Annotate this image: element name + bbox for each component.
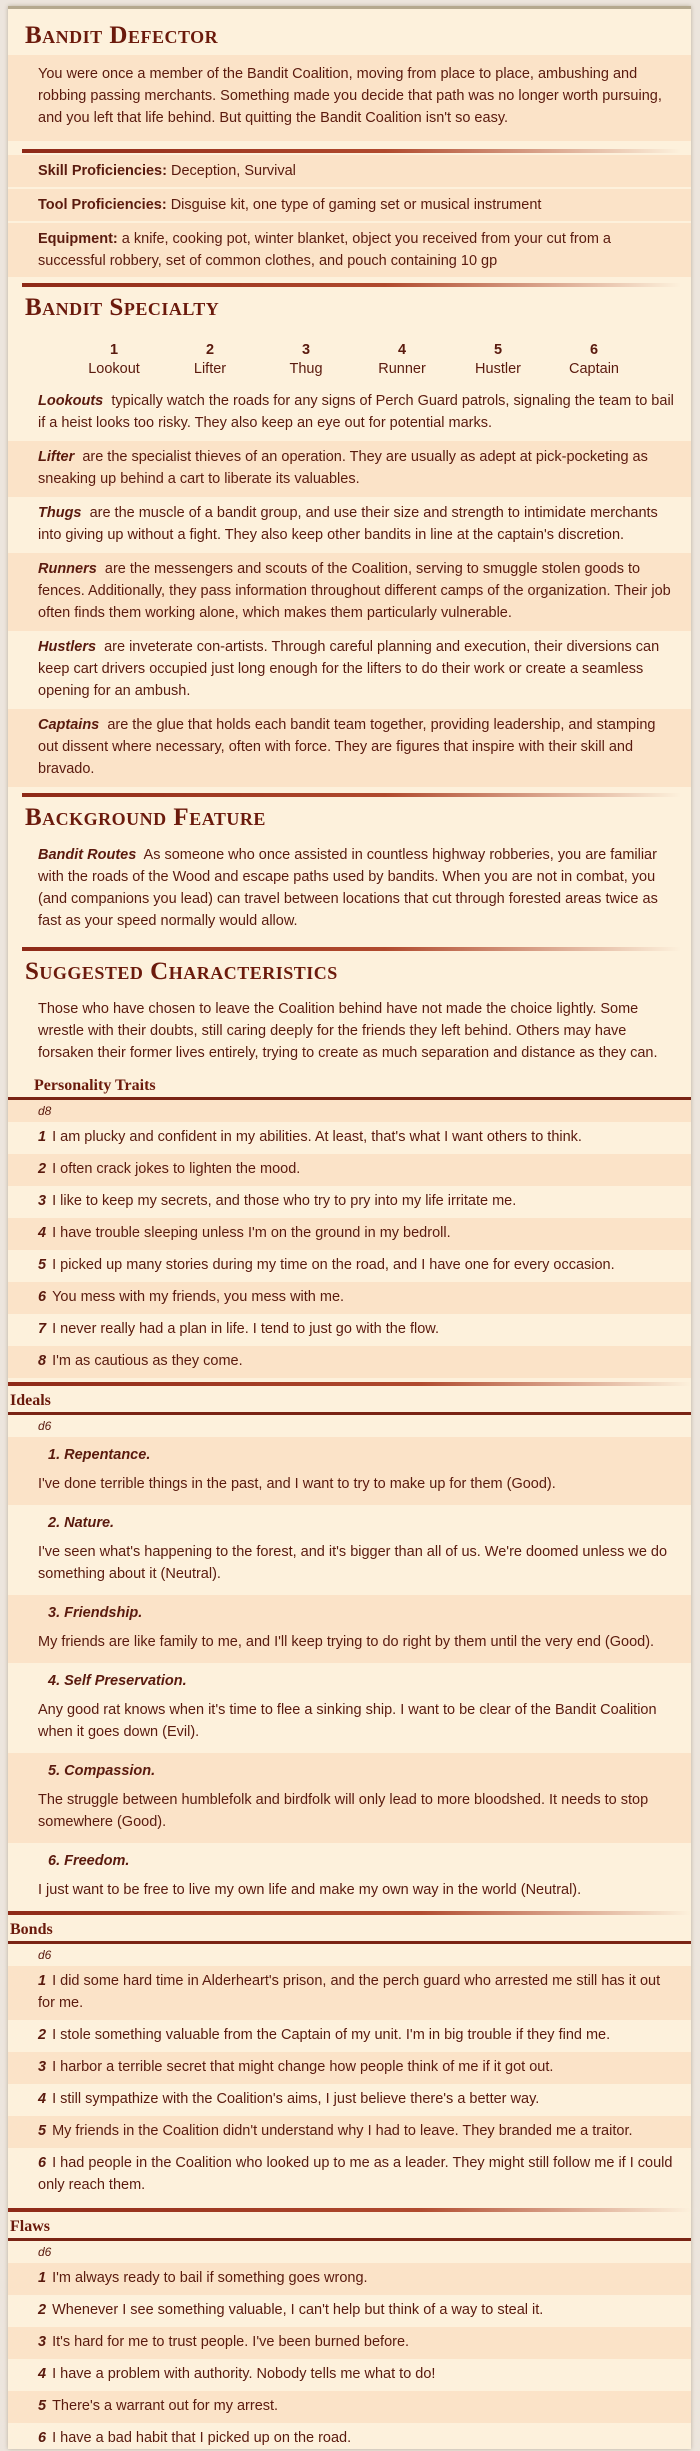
list-item: 5 There's a warrant out for my arrest. bbox=[8, 2391, 691, 2423]
section-heading-feature: Background Feature bbox=[25, 804, 266, 831]
equipment-label: Equipment: bbox=[38, 231, 118, 247]
list-item: 6 You mess with my friends, you mess with me. bbox=[8, 1282, 691, 1314]
list-item: 1 I did some hard time in Alderheart's prison, and the perch guard who arrested me still has it out for me. bbox=[8, 1966, 691, 2020]
specialty-col: 2 Lifter bbox=[193, 342, 227, 377]
specialty-desc: Lookouts typically watch the roads for any signs of Perch Guard patrols, signaling the team to bail if a heist looks too risky. They also keep an eye out for potential marks. bbox=[38, 393, 674, 431]
list-item: 1 I am plucky and confident in my abilities. At least, that's what I want others to think. bbox=[38, 1129, 582, 1145]
ideals-die: d6 bbox=[38, 1419, 52, 1433]
specialty-col: 4 Runner bbox=[378, 342, 426, 377]
specialty-desc: Lifter are the specialist thieves of an operation. They are usually as adept at pick-pocketing as sneaking up behind a cart to liberate its valuables. bbox=[38, 449, 648, 487]
proficiency-tool bbox=[8, 189, 691, 221]
list-item: 3 It's hard for me to trust people. I've been burned before. bbox=[8, 2327, 691, 2359]
characteristics-intro: Those who have chosen to leave the Coalition behind have not made the choice lightly. Some wrestle with their doubts, still caring deeply for the friends they left behind. Others may have forsaken their former lives entirely, trying to create as much separation and distance as they can. bbox=[38, 1001, 658, 1061]
specialty-desc: Captains are the glue that holds each bandit team together, providing leadership, and stamping out dissent where necessary, often with force. They are figures that inspire with their skill and bravado. bbox=[38, 717, 656, 777]
specialty-desc: Runners are the messengers and scouts of the Coalition, serving to smuggle stolen goods to fences. Additionally, they pass information throughout different camps of the organization. Their job often finds them working alone, which makes them particularly vulnerable. bbox=[38, 561, 671, 621]
page bbox=[8, 6, 691, 2449]
ideal-item: 5. Compassion. The struggle between humblefolk and birdfolk will only lead to more bloodshed. It needs to stop somewhere (Good). bbox=[8, 1753, 691, 1843]
specialty-table bbox=[8, 329, 691, 385]
ideal-item: 4. Self Preservation. Any good rat knows when it's time to flee a sinking ship. I want to be clear of the Bandit Coalition when it goes down (Evil). bbox=[38, 1673, 657, 1740]
list-item: 2 Whenever I see something valuable, I can't help but think of a way to steal it. bbox=[38, 2302, 544, 2318]
list-item: 2 I stole something valuable from the Captain of my unit. I'm in big trouble if they find me. bbox=[38, 2027, 611, 2043]
intro-text: You were once a member of the Bandit Coalition, moving from place to place, ambushing and robbing passing merchants. Something made you decide that path was no longer worth pursuing, and you left that life behind. But quitting the Bandit Coalition isn't so easy. bbox=[38, 66, 662, 126]
list-item: 3 I like to keep my secrets, and those who try to pry into my life irritate me. bbox=[38, 1193, 517, 1209]
equipment-value: a knife, cooking pot, winter blanket, object you received from your cut from a successful robbery, set of common clothes, and pouch containing 10 gp bbox=[38, 231, 611, 269]
list-item: 4 I have trouble sleeping unless I'm on the ground in my bedroll. bbox=[8, 1218, 691, 1250]
list-item: 8 I'm as cautious as they come. bbox=[8, 1346, 691, 1378]
section-heading-specialty: Bandit Specialty bbox=[25, 294, 220, 321]
skill-label: Skill Proficiencies: bbox=[38, 163, 167, 179]
tool-value: Disguise kit, one type of gaming set or musical instrument bbox=[170, 197, 542, 213]
specialty-col: 1 Lookout bbox=[88, 342, 140, 377]
specialty-desc: Thugs are the muscle of a bandit group, and use their size and strength to intimidate merchants into giving up without a fight. They also keep other bandits in line at the captain's discretion. bbox=[38, 505, 658, 543]
feature-text: Bandit Routes As someone who once assisted in countless highway robberies, you are familiar with the roads of the Wood and escape paths used by bandits. When you are not in combat, you (and companions you lead) can travel between locations that cut through forested areas twice as fast as your speed normally would allow. bbox=[38, 847, 658, 929]
specialty-col: 3 Thug bbox=[289, 342, 323, 377]
list-item: 4 I have a problem with authority. Nobody tells me what to do! bbox=[38, 2366, 436, 2382]
flaws-die: d6 bbox=[38, 2245, 52, 2259]
specialty-col: 6 Captain bbox=[569, 342, 619, 377]
ideals-heading: Ideals bbox=[10, 1392, 51, 1409]
intro-block bbox=[8, 55, 691, 141]
list-item: 7 I never really had a plan in life. I tend to just go with the flow. bbox=[38, 1321, 439, 1337]
specialty-col: 5 Hustler bbox=[475, 342, 521, 377]
divider bbox=[22, 149, 681, 153]
proficiency-skill bbox=[8, 155, 691, 187]
ideal-item: 2. Nature. I've seen what's happening to the forest, and it's bigger than all of us. We're doomed unless we do something about it (Neutral). bbox=[38, 1515, 668, 1582]
ideal-item: 6. Freedom. I just want to be free to live my own life and make my own way in the world (Neutral). bbox=[38, 1853, 582, 1898]
page-title: Bandit Defector bbox=[25, 22, 219, 49]
list-item: 5 My friends in the Coalition didn't understand why I had to leave. They branded me a traitor. bbox=[8, 2116, 691, 2148]
flaws-heading: Flaws bbox=[10, 2218, 50, 2235]
list-item: 6 I had people in the Coalition who looked up to me as a leader. They might still follow me if I could only reach them. bbox=[38, 2155, 673, 2193]
proficiency-equipment bbox=[8, 223, 691, 277]
list-item: 4 I still sympathize with the Coalition's aims, I just believe there's a better way. bbox=[38, 2091, 540, 2107]
traits-die: d8 bbox=[8, 1100, 691, 1122]
list-item: 1 I'm always ready to bail if something goes wrong. bbox=[8, 2263, 691, 2295]
bonds-die: d6 bbox=[38, 1948, 52, 1962]
specialty-desc: Hustlers are inveterate con-artists. Through careful planning and execution, their diversions can keep cart drivers occupied just long enough for the lifters to do their work or create a seamless opening for an ambush. bbox=[38, 639, 660, 699]
section-heading-characteristics: Suggested Characteristics bbox=[25, 958, 338, 985]
skill-value: Deception, Survival bbox=[170, 163, 296, 179]
traits-heading: Personality Traits bbox=[34, 1077, 156, 1094]
tool-label: Tool Proficiencies: bbox=[38, 197, 167, 213]
ideal-item: 1. Repentance. I've done terrible things in the past, and I want to try to make up for them (Good). bbox=[8, 1437, 691, 1505]
list-item: 6 I have a bad habit that I picked up on the road. bbox=[38, 2430, 352, 2446]
list-item: 3 I harbor a terrible secret that might change how people think of me if it got out. bbox=[8, 2052, 691, 2084]
list-item: 5 I picked up many stories during my time on the road, and I have one for every occasion. bbox=[38, 1257, 615, 1273]
ideal-item: 3. Friendship. My friends are like family to me, and I'll keep trying to do right by them until the very end (Good). bbox=[8, 1595, 691, 1663]
bonds-heading: Bonds bbox=[10, 1921, 53, 1938]
list-item: 2 I often crack jokes to lighten the mood. bbox=[8, 1154, 691, 1186]
